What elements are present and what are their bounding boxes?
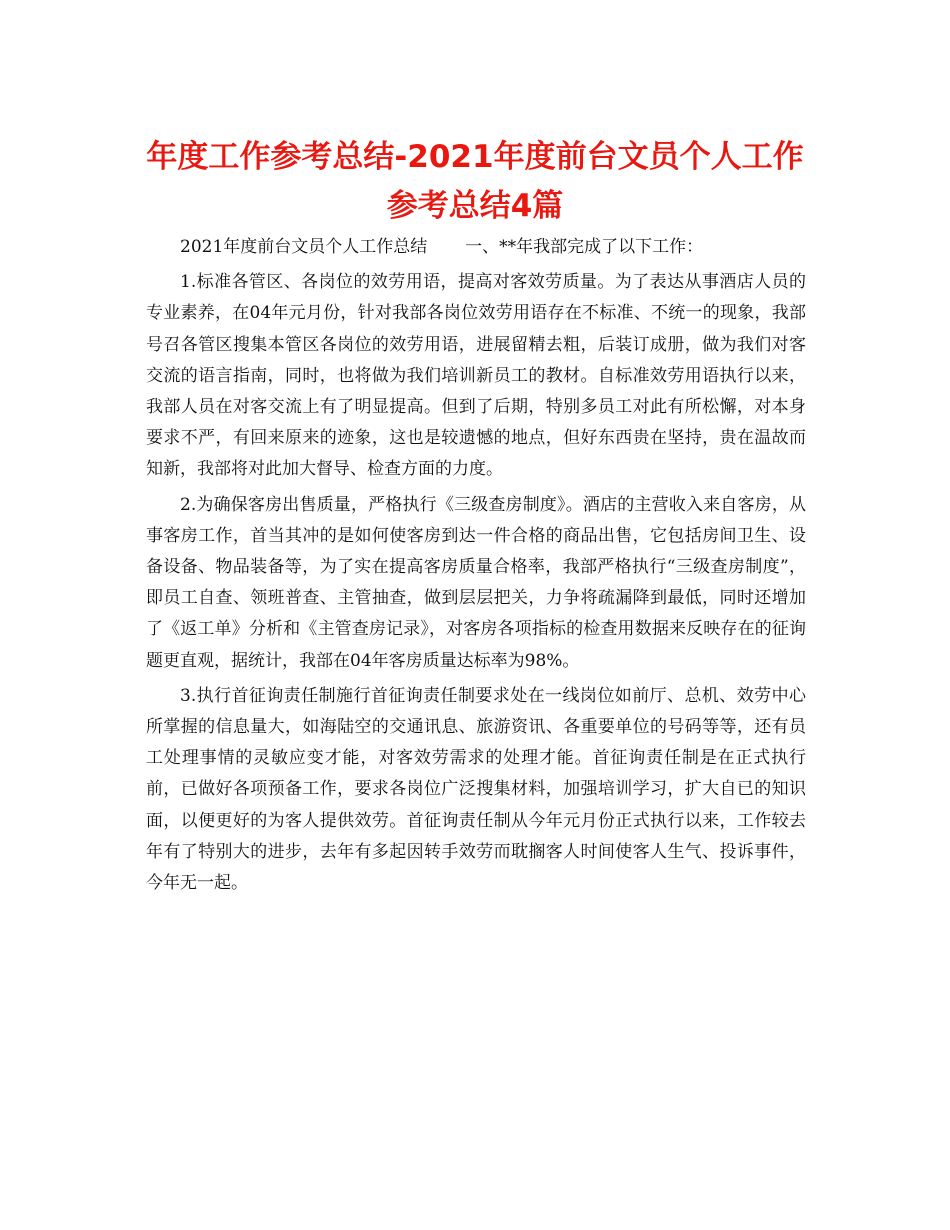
body-paragraph-2: 2.为确保客房出售质量，严格执行《三级查房制度》。酒店的主营收入来自客房，从事客房工作，首当其冲的是如何使客房到达一件合格的商品出售，它包括房间卫生、设备设备、物品装备等，为了实在提高客房质量合格率，我部严格执行“三级查房制度”，即员工自查、领班普查、主管抽查，做到层层把关，力争将疏漏降到最低，同时还增加了《返工单》分析和《主管查房记录》，对客房各项指标的检查用数据来反映存在的征询题更直观，据统计，我部在04年客房质量达标率为98%。 [146,494,806,671]
body-paragraph-intro: 2021年度前台文员个人工作总结 一、**年我部完成了以下工作： [180,237,704,257]
document-body [146,232,806,903]
body-paragraph-3: 3.执行首征询责任制施行首征询责任制要求处在一线岗位如前厅、总机、效劳中心所掌握的信息量大，如海陆空的交通讯息、旅游资讯、各重要单位的号码等等，还有员工处理事情的灵敏应变才能，对客效劳需求的处理才能。首征询责任制是在正式执行前，已做好各项预备工作，要求各岗位广泛搜集材料，加强培训学习，扩大自已的知识面，以便更好的为客人提供效劳。首征询责任制从今年元月份正式执行以来，工作较去年有了特别大的进步，去年有多起因转手效劳而耽搁客人时间使客人生气、投诉事件，今年无一起。 [146,685,806,894]
body-paragraph-1: 1.标准各管区、各岗位的效劳用语，提高对客效劳质量。为了表达从事酒店人员的专业素养，在04年元月份，针对我部各岗位效劳用语存在不标准、不统一的现象，我部号召各管区搜集本管区各岗位的效劳用语，进展留精去粗，后装订成册，做为我们对客交流的语言指南，同时，也将做为我们培训新员工的教材。自标准效劳用语执行以来，我部人员在对客交流上有了明显提高。但到了后期，特别多员工对此有所松懈，对本身要求不严，有回来原来的迹象，这也是较遗憾的地点，但好东西贵在坚持，贵在温故而知新，我部将对此加大督导、检查方面的力度。 [146,272,806,480]
document-title-line-2: 参考总结4篇 [386,188,564,224]
document-title-line-1: 年度工作参考总结-2021年度前台文员个人工作 [146,139,804,175]
